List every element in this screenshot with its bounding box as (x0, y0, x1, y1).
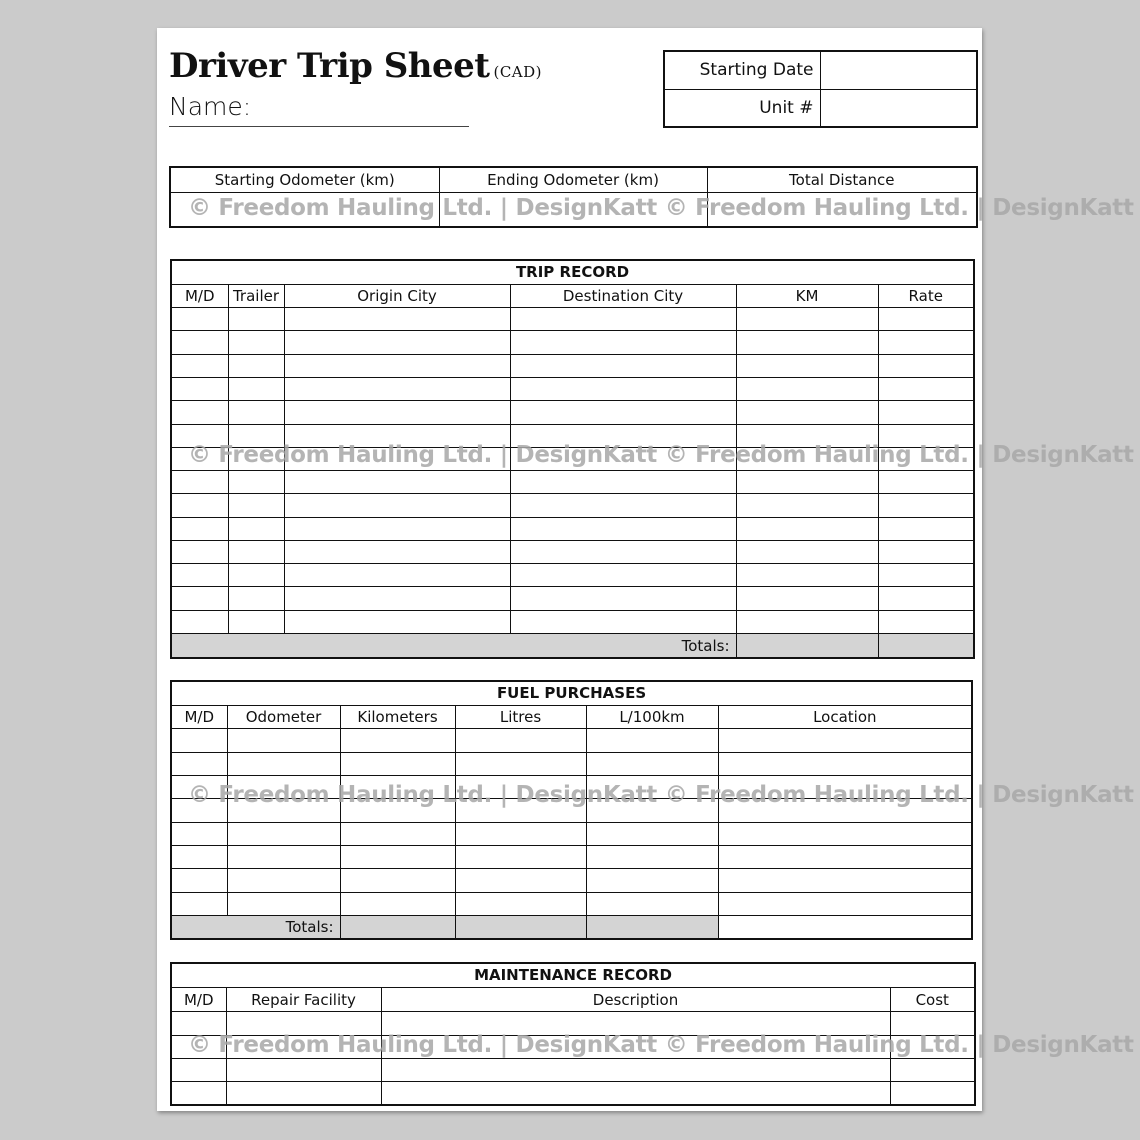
trip-cell[interactable] (510, 331, 736, 354)
trip-cell[interactable] (228, 494, 284, 517)
trip-cell[interactable] (736, 331, 878, 354)
trip-cell[interactable] (878, 401, 974, 424)
maint-row (171, 1082, 975, 1105)
trip-cell[interactable] (510, 564, 736, 587)
trip-cell[interactable] (510, 424, 736, 447)
fuel-cell[interactable] (227, 752, 340, 775)
trip-cell[interactable] (228, 610, 284, 633)
trip-record-table (170, 259, 975, 659)
maint-cell[interactable] (890, 1082, 975, 1105)
trip-totals-label: Totals: (171, 634, 736, 658)
maint-cell[interactable] (890, 1035, 975, 1058)
trip-cell[interactable] (228, 447, 284, 470)
starting-odometer-header: Starting Odometer (km) (170, 167, 439, 192)
trip-cell[interactable] (878, 471, 974, 494)
fuel-header-kilometers: Kilometers (340, 705, 455, 728)
maint-cell[interactable] (171, 1082, 226, 1105)
trip-header-km: KM (736, 284, 878, 307)
trip-cell[interactable] (736, 564, 878, 587)
fuel-header-location: Location (718, 705, 972, 728)
trip-cell[interactable] (228, 424, 284, 447)
currency-label: (CAD) (493, 63, 543, 81)
maint-row (171, 1035, 975, 1058)
fuel-cell[interactable] (586, 752, 718, 775)
trip-header-origin: Origin City (284, 284, 510, 307)
fuel-cell[interactable] (171, 846, 227, 869)
trip-cell[interactable] (510, 517, 736, 540)
fuel-total-location (718, 916, 972, 939)
maint-cell[interactable] (890, 1012, 975, 1035)
trip-cell[interactable] (284, 564, 510, 587)
fuel-cell[interactable] (227, 892, 340, 915)
fuel-cell[interactable] (586, 846, 718, 869)
fuel-cell[interactable] (718, 729, 972, 752)
fuel-cell[interactable] (718, 846, 972, 869)
trip-row (171, 401, 974, 424)
fuel-cell[interactable] (718, 799, 972, 822)
maint-cell[interactable] (381, 1035, 890, 1058)
fuel-total-kilometers[interactable] (340, 916, 455, 939)
fuel-totals-label: Totals: (171, 916, 340, 939)
fuel-cell[interactable] (227, 729, 340, 752)
maint-header-description: Description (381, 987, 890, 1011)
fuel-row (171, 729, 972, 752)
fuel-cell[interactable] (340, 822, 455, 845)
trip-cell[interactable] (284, 540, 510, 563)
unit-field[interactable] (820, 89, 977, 127)
fuel-cell[interactable] (455, 846, 586, 869)
trip-cell[interactable] (510, 471, 736, 494)
fuel-cell[interactable] (718, 822, 972, 845)
trip-row (171, 471, 974, 494)
date-unit-box (663, 50, 978, 128)
trip-cell[interactable] (284, 308, 510, 331)
fuel-purchases-title: FUEL PURCHASES (171, 681, 972, 705)
trip-cell[interactable] (510, 494, 736, 517)
fuel-purchases-table (170, 680, 973, 940)
fuel-cell[interactable] (718, 892, 972, 915)
fuel-cell[interactable] (455, 892, 586, 915)
trip-cell[interactable] (284, 424, 510, 447)
fuel-cell[interactable] (340, 729, 455, 752)
trip-cell[interactable] (878, 377, 974, 400)
fuel-cell[interactable] (171, 799, 227, 822)
maint-row (171, 1058, 975, 1081)
maint-cell[interactable] (226, 1058, 381, 1081)
trip-cell[interactable] (228, 377, 284, 400)
trip-cell[interactable] (284, 377, 510, 400)
fuel-cell[interactable] (455, 869, 586, 892)
trip-cell[interactable] (284, 354, 510, 377)
fuel-cell[interactable] (586, 822, 718, 845)
trip-row (171, 447, 974, 470)
fuel-row (171, 869, 972, 892)
trip-cell[interactable] (878, 447, 974, 470)
trip-row (171, 517, 974, 540)
starting-odometer-field[interactable] (170, 192, 439, 227)
trip-cell[interactable] (171, 308, 228, 331)
trip-cell[interactable] (878, 564, 974, 587)
trip-cell[interactable] (510, 401, 736, 424)
trip-row (171, 331, 974, 354)
trip-total-km[interactable] (736, 634, 878, 658)
trip-cell[interactable] (736, 401, 878, 424)
fuel-cell[interactable] (340, 892, 455, 915)
fuel-cell[interactable] (586, 775, 718, 798)
maint-header-cost: Cost (890, 987, 975, 1011)
trip-cell[interactable] (736, 494, 878, 517)
trip-cell[interactable] (736, 377, 878, 400)
maint-header-repair-facility: Repair Facility (226, 987, 381, 1011)
trip-cell[interactable] (878, 331, 974, 354)
odometer-table (169, 166, 978, 228)
trip-row (171, 610, 974, 633)
fuel-cell[interactable] (171, 752, 227, 775)
fuel-cell[interactable] (171, 869, 227, 892)
unit-label: Unit # (664, 89, 820, 127)
trip-row (171, 308, 974, 331)
trip-cell[interactable] (171, 517, 228, 540)
fuel-cell[interactable] (586, 799, 718, 822)
trip-cell[interactable] (228, 401, 284, 424)
trip-row (171, 354, 974, 377)
trip-cell[interactable] (878, 517, 974, 540)
fuel-row (171, 752, 972, 775)
trip-cell[interactable] (228, 331, 284, 354)
trip-total-rate[interactable] (878, 634, 974, 658)
maint-row (171, 1012, 975, 1035)
trip-cell[interactable] (171, 587, 228, 610)
total-distance-field[interactable] (707, 192, 977, 227)
trip-row (171, 377, 974, 400)
maint-cell[interactable] (381, 1058, 890, 1081)
trip-row (171, 494, 974, 517)
trip-cell[interactable] (171, 424, 228, 447)
fuel-cell[interactable] (455, 799, 586, 822)
trip-cell[interactable] (284, 587, 510, 610)
fuel-cell[interactable] (171, 729, 227, 752)
trip-cell[interactable] (284, 401, 510, 424)
maint-cell[interactable] (381, 1012, 890, 1035)
trip-cell[interactable] (736, 610, 878, 633)
fuel-cell[interactable] (718, 752, 972, 775)
trip-cell[interactable] (878, 308, 974, 331)
fuel-cell[interactable] (227, 775, 340, 798)
maint-cell[interactable] (226, 1012, 381, 1035)
trip-cell[interactable] (228, 517, 284, 540)
trip-cell[interactable] (171, 610, 228, 633)
name-label: Name: (169, 92, 252, 121)
trip-cell[interactable] (171, 401, 228, 424)
starting-date-field[interactable] (820, 51, 977, 89)
name-field[interactable] (169, 92, 469, 127)
maintenance-table (170, 962, 976, 1106)
fuel-cell[interactable] (227, 799, 340, 822)
trip-cell[interactable] (510, 610, 736, 633)
trip-cell[interactable] (510, 447, 736, 470)
fuel-cell[interactable] (171, 775, 227, 798)
fuel-cell[interactable] (340, 799, 455, 822)
fuel-cell[interactable] (455, 775, 586, 798)
trip-cell[interactable] (878, 494, 974, 517)
maint-cell[interactable] (171, 1012, 226, 1035)
maint-cell[interactable] (381, 1082, 890, 1105)
trip-cell[interactable] (228, 540, 284, 563)
watermark: © Freedom Hauling Ltd. | DesignKatt © Freedom Hauling Ltd. | DesignKatt (188, 195, 1134, 221)
fuel-cell[interactable] (340, 869, 455, 892)
fuel-cell[interactable] (718, 869, 972, 892)
fuel-row (171, 822, 972, 845)
trip-cell[interactable] (284, 494, 510, 517)
trip-cell[interactable] (510, 377, 736, 400)
maint-cell[interactable] (226, 1035, 381, 1058)
fuel-row (171, 775, 972, 798)
trip-cell[interactable] (510, 308, 736, 331)
trip-row (171, 540, 974, 563)
trip-record-title: TRIP RECORD (171, 260, 974, 284)
fuel-row (171, 892, 972, 915)
starting-date-label: Starting Date (664, 51, 820, 89)
watermark: © Freedom Hauling Ltd. | DesignKatt © Freedom Hauling Ltd. | DesignKatt (188, 782, 1134, 808)
fuel-cell[interactable] (227, 846, 340, 869)
maint-cell[interactable] (890, 1058, 975, 1081)
watermark: © Freedom Hauling Ltd. | DesignKatt © Freedom Hauling Ltd. | DesignKatt (188, 1032, 1134, 1058)
fuel-total-litres[interactable] (455, 916, 586, 939)
ending-odometer-header: Ending Odometer (km) (439, 167, 707, 192)
trip-header-trailer: Trailer (228, 284, 284, 307)
ending-odometer-field[interactable] (439, 192, 707, 227)
trip-row (171, 424, 974, 447)
fuel-header-odometer: Odometer (227, 705, 340, 728)
fuel-cell[interactable] (340, 775, 455, 798)
fuel-cell[interactable] (171, 822, 227, 845)
total-distance-header: Total Distance (707, 167, 977, 192)
fuel-cell[interactable] (227, 869, 340, 892)
trip-cell[interactable] (736, 517, 878, 540)
trip-cell[interactable] (284, 447, 510, 470)
trip-cell[interactable] (878, 424, 974, 447)
fuel-cell[interactable] (586, 729, 718, 752)
trip-cell[interactable] (228, 471, 284, 494)
fuel-row (171, 846, 972, 869)
trip-cell[interactable] (878, 540, 974, 563)
trip-cell[interactable] (510, 587, 736, 610)
trip-header-rate: Rate (878, 284, 974, 307)
trip-cell[interactable] (171, 564, 228, 587)
trip-cell[interactable] (228, 564, 284, 587)
fuel-cell[interactable] (227, 822, 340, 845)
trip-cell[interactable] (171, 494, 228, 517)
trip-cell[interactable] (284, 331, 510, 354)
fuel-row (171, 799, 972, 822)
trip-cell[interactable] (284, 610, 510, 633)
watermark: © Freedom Hauling Ltd. | DesignKatt © Freedom Hauling Ltd. | DesignKatt (188, 442, 1134, 468)
trip-cell[interactable] (510, 540, 736, 563)
trip-cell[interactable] (228, 354, 284, 377)
trip-header-md: M/D (171, 284, 228, 307)
fuel-cell[interactable] (340, 846, 455, 869)
trip-cell[interactable] (736, 308, 878, 331)
maint-cell[interactable] (226, 1082, 381, 1105)
maintenance-title: MAINTENANCE RECORD (171, 963, 975, 987)
trip-row (171, 587, 974, 610)
trip-cell[interactable] (171, 471, 228, 494)
maint-cell[interactable] (171, 1035, 226, 1058)
fuel-cell[interactable] (586, 892, 718, 915)
trip-cell[interactable] (736, 424, 878, 447)
trip-row (171, 564, 974, 587)
trip-cell[interactable] (736, 540, 878, 563)
fuel-cell[interactable] (586, 869, 718, 892)
trip-cell[interactable] (878, 587, 974, 610)
fuel-cell[interactable] (455, 822, 586, 845)
fuel-cell[interactable] (340, 752, 455, 775)
fuel-cell[interactable] (455, 752, 586, 775)
trip-cell[interactable] (736, 354, 878, 377)
maint-cell[interactable] (171, 1058, 226, 1081)
page-title: Driver Trip Sheet (CAD) (169, 46, 543, 86)
trip-cell[interactable] (228, 308, 284, 331)
fuel-header-l100km: L/100km (586, 705, 718, 728)
trip-cell[interactable] (736, 471, 878, 494)
trip-cell[interactable] (171, 447, 228, 470)
trip-cell[interactable] (171, 354, 228, 377)
fuel-header-litres: Litres (455, 705, 586, 728)
trip-header-destination: Destination City (510, 284, 736, 307)
trip-cell[interactable] (510, 354, 736, 377)
trip-cell[interactable] (284, 471, 510, 494)
trip-cell[interactable] (171, 377, 228, 400)
maint-header-md: M/D (171, 987, 226, 1011)
trip-cell[interactable] (878, 610, 974, 633)
trip-cell[interactable] (228, 587, 284, 610)
trip-cell[interactable] (736, 447, 878, 470)
fuel-header-md: M/D (171, 705, 227, 728)
fuel-total-l100km[interactable] (586, 916, 718, 939)
trip-cell[interactable] (171, 331, 228, 354)
fuel-cell[interactable] (718, 775, 972, 798)
fuel-cell[interactable] (455, 729, 586, 752)
trip-cell[interactable] (171, 540, 228, 563)
fuel-cell[interactable] (171, 892, 227, 915)
trip-cell[interactable] (736, 587, 878, 610)
trip-cell[interactable] (878, 354, 974, 377)
trip-cell[interactable] (284, 517, 510, 540)
